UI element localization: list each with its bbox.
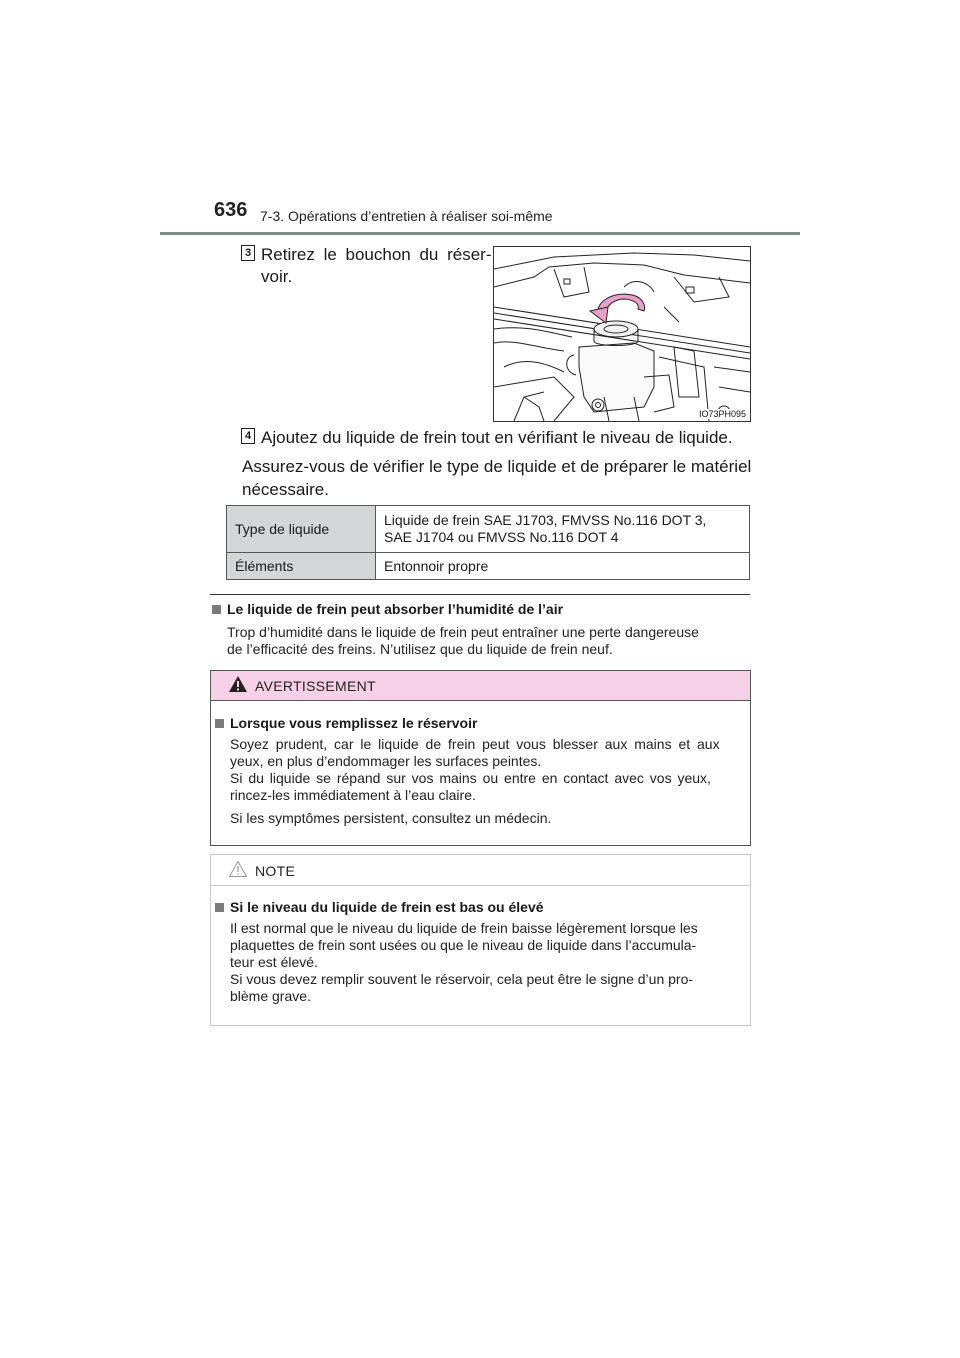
warning-triangle-icon — [228, 675, 248, 693]
table-value-line: SAE J1704 ou FMVSS No.116 DOT 4 — [384, 529, 619, 545]
step-3-text — [261, 244, 492, 288]
section-title: 7-3. Opérations d’entretien à réaliser soi-même — [260, 208, 553, 224]
notice-line: teur est élevé. — [230, 954, 318, 970]
warning-heading — [215, 715, 477, 733]
step-4-detail — [242, 455, 751, 501]
info-line: de l’efficacité des freins. N’utilisez que du liquide de frein neuf. — [227, 641, 613, 657]
warning-line: Si du liquide se répand sur vos mains ou entre en contact avec vos yeux, — [230, 770, 711, 786]
cap-removal-arrow-icon — [590, 294, 645, 323]
info-line: Trop d’humidité dans le liquide de frein peut entraîner une perte dangereuse — [227, 624, 699, 640]
reservoir-cap-illustration — [493, 246, 751, 422]
notice-line: blème grave. — [230, 988, 311, 1004]
warning-extra: Si les symptômes persistent, consultez un médecin. — [230, 810, 552, 826]
notice-box — [210, 854, 751, 1026]
table-label-cell: Éléments — [227, 553, 376, 580]
info-body — [227, 624, 742, 658]
notice-line: Si vous devez remplir souvent le réservoir, cela peut être le signe d’un pro- — [230, 971, 694, 987]
notice-line: plaquettes de frein sont usées ou que le niveau de liquide dans l’accumula- — [230, 937, 697, 953]
table-value-line: Liquide de frein SAE J1703, FMVSS No.116 DOT 3, — [384, 512, 707, 528]
caution-triangle-outline-icon — [228, 860, 248, 878]
section-divider — [210, 594, 750, 595]
warning-box — [210, 670, 751, 846]
table-value-cell — [376, 506, 750, 553]
notice-header — [211, 855, 750, 886]
figure-code: IO73PH095 — [698, 409, 746, 419]
header-divider — [160, 232, 800, 235]
warning-heading-text: Lorsque vous remplissez le réservoir — [230, 715, 478, 731]
table-label-cell: Type de liquide — [227, 506, 376, 553]
square-bullet-icon — [215, 903, 224, 912]
notice-line: Il est normal que le niveau du liquide de frein baisse légèrement lorsque les — [230, 920, 698, 936]
step-4-detail-line-2: nécessaire. — [242, 480, 329, 499]
warning-header — [211, 671, 750, 701]
notice-heading-text: Si le niveau du liquide de frein est bas ou élevé — [230, 899, 544, 915]
info-heading — [212, 601, 563, 619]
warning-title: AVERTISSEMENT — [255, 678, 376, 694]
notice-heading — [215, 899, 544, 917]
table-row — [227, 506, 750, 553]
step-4-text: Ajoutez du liquide de frein tout en vérifiant le niveau de liquide. — [261, 428, 733, 447]
warning-body — [230, 736, 741, 804]
table-row — [227, 553, 750, 580]
square-bullet-icon — [215, 719, 224, 728]
step-number-badge: 3 — [241, 245, 255, 261]
info-heading-text: Le liquide de frein peut absorber l’humidité de l’air — [227, 601, 564, 617]
fluid-spec-table — [226, 505, 750, 580]
step-4-detail-line-1: Assurez-vous de vérifier le type de liquide et de préparer le matériel — [242, 457, 752, 476]
notice-body — [230, 920, 741, 1005]
warning-line: Soyez prudent, car le liquide de frein peut vous blesser aux mains et aux — [230, 736, 720, 752]
notice-title: NOTE — [255, 863, 296, 879]
square-bullet-icon — [212, 605, 221, 614]
step-3-line-2: voir. — [261, 267, 293, 286]
page-number: 636 — [214, 199, 248, 221]
warning-line: yeux, en plus d’endommager les surfaces peintes. — [230, 753, 542, 769]
step-3-line-1: Retirez le bouchon du réser- — [261, 245, 492, 264]
table-value-cell: Entonnoir propre — [376, 553, 750, 580]
warning-line: rincez-les immédiatement à l’eau claire. — [230, 787, 476, 803]
step-number-badge: 4 — [241, 428, 255, 444]
engine-bay-drawing — [494, 247, 750, 421]
